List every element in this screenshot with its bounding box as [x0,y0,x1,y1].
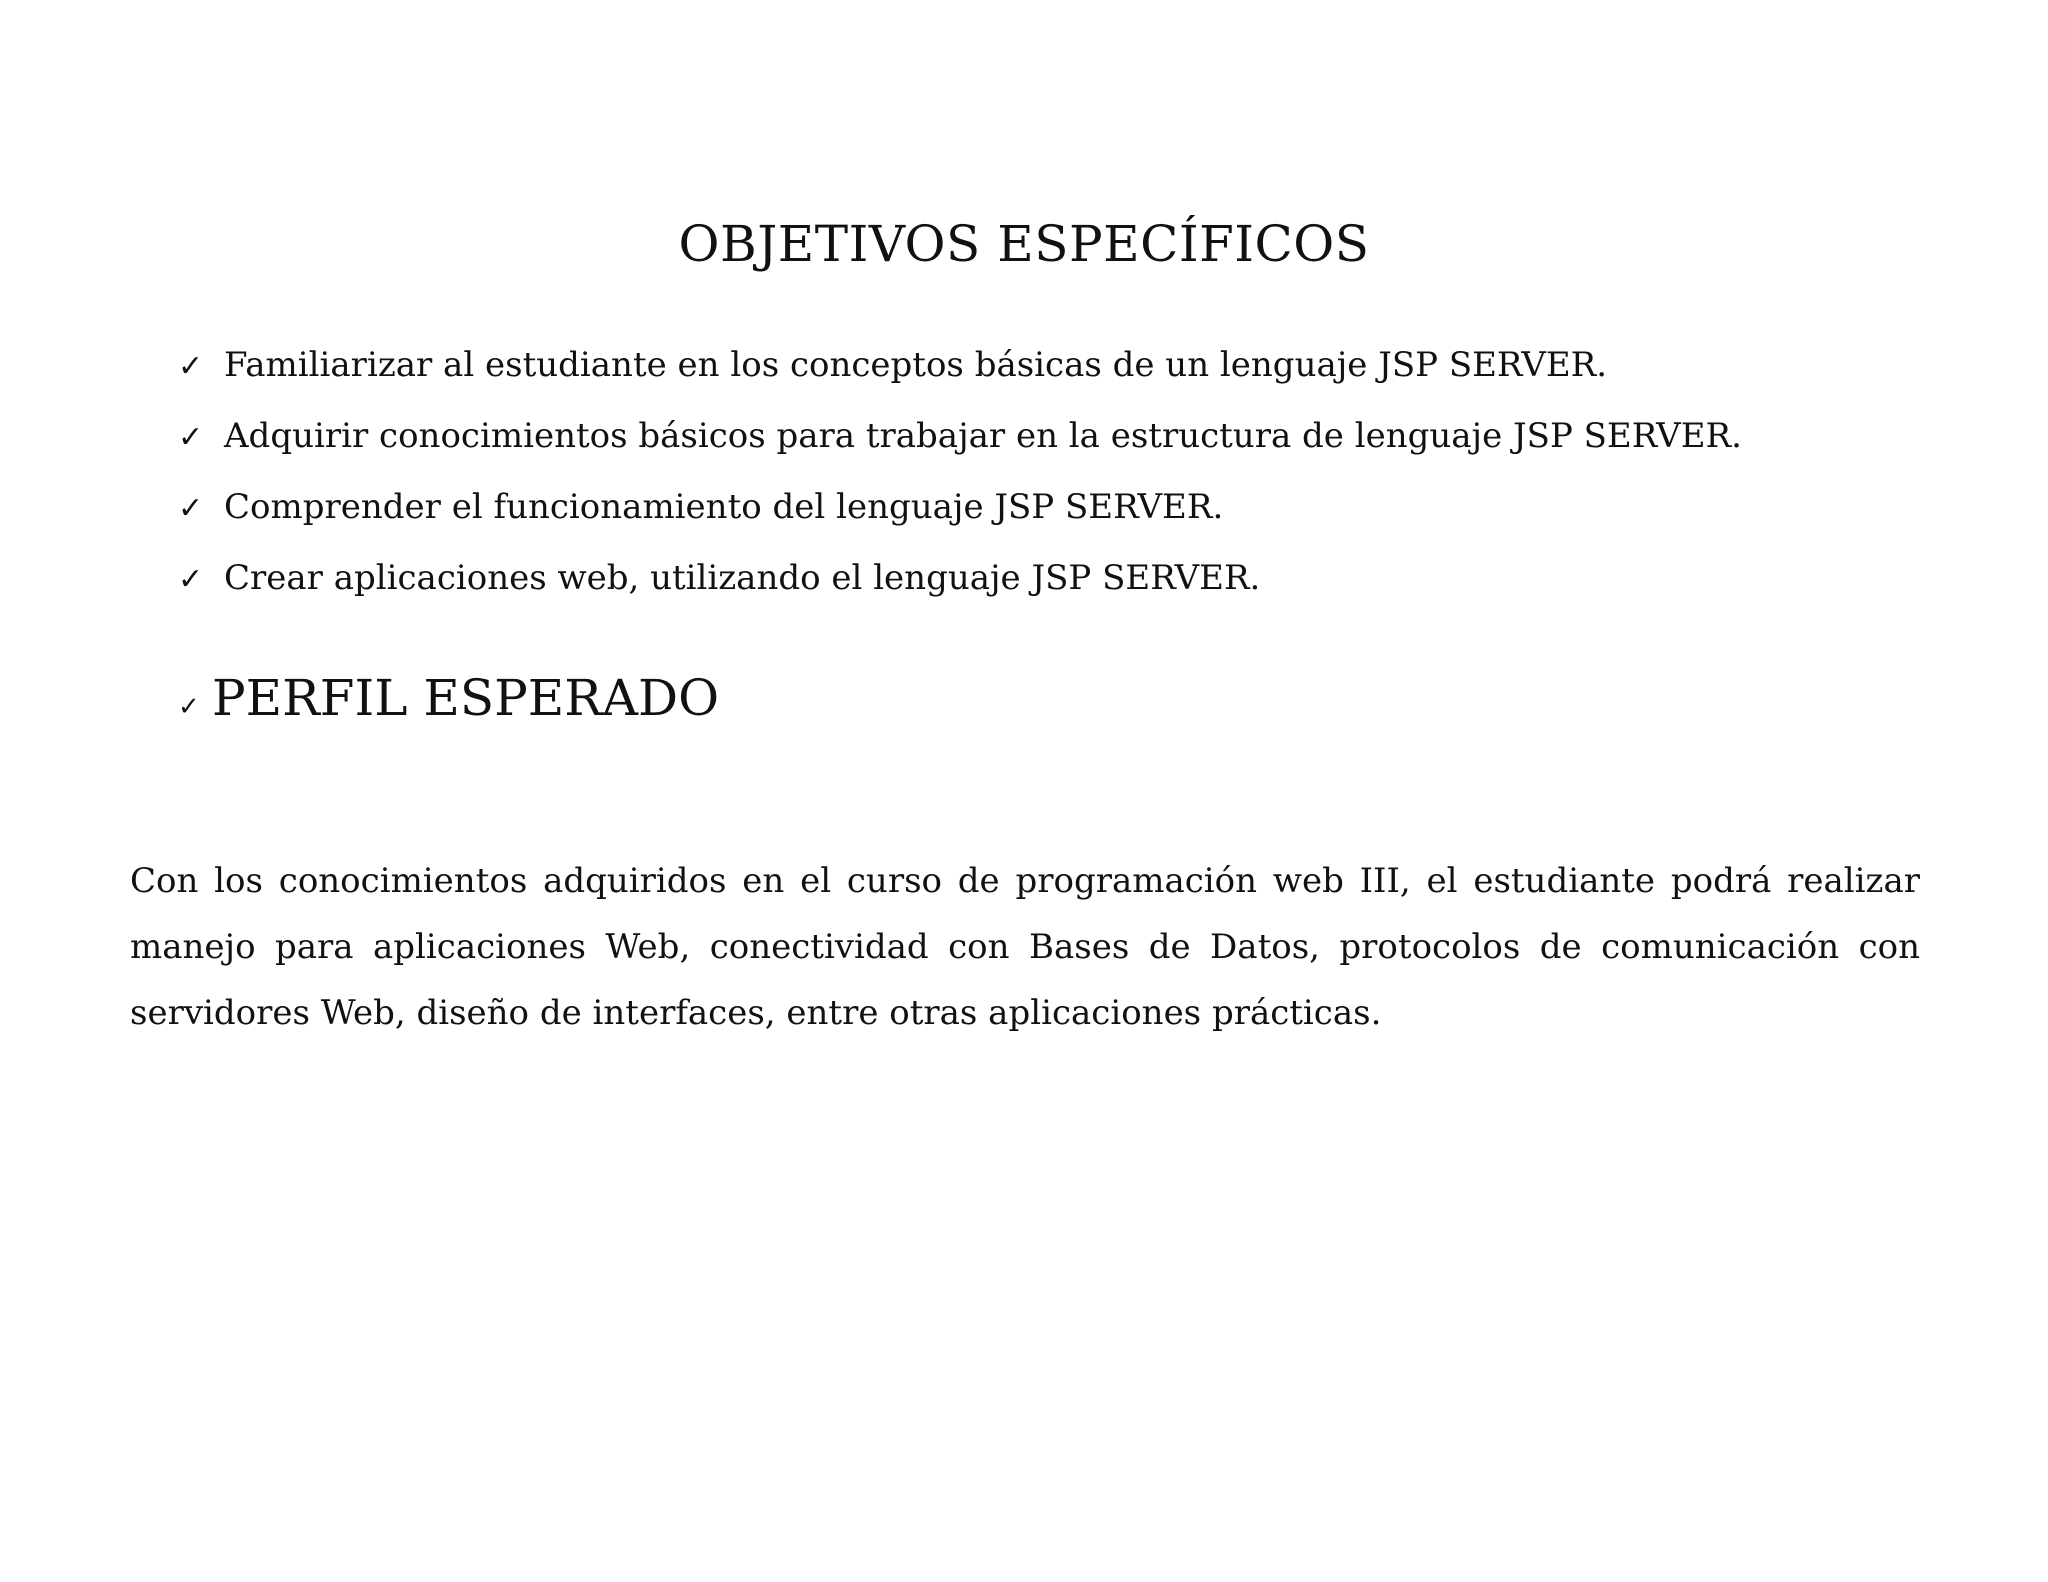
check-icon: ✓ [178,420,204,455]
check-icon: ✓ [178,562,204,597]
objective-text: Adquirir conocimientos básicos para trabajar en la estructura de lenguaje JSP SERVER. [224,416,1742,456]
section-heading-text: PERFIL ESPERADO [212,669,720,727]
objective-text: Comprender el funcionamiento del lenguaje JSP SERVER. [224,487,1224,527]
objective-text: Familiarizar al estudiante en los conceptos básicas de un lenguaje JSP SERVER. [224,345,1608,385]
profile-paragraph: Con los conocimientos adquiridos en el curso de programación web III, el estudiante podrá realizar manejo para aplicaciones Web, conectividad con Bases de Datos, protocolos de comunicación con servidores Web, diseño de interfaces, entre otras aplicaciones prácticas. [130,861,1920,1033]
objective-text: Crear aplicaciones web, utilizando el lenguaje JSP SERVER. [224,558,1261,598]
objectives-list [178,340,1878,624]
section-heading [178,666,719,730]
check-icon: ✓ [178,491,204,526]
page-title: OBJETIVOS ESPECÍFICOS [678,215,1370,273]
objective-item-3 [178,482,1878,553]
objective-item-2 [178,411,1878,482]
objective-item-4 [178,553,1878,624]
objective-item-1 [178,340,1878,411]
check-icon: ✓ [178,349,204,384]
check-icon: ✓ [178,692,200,722]
